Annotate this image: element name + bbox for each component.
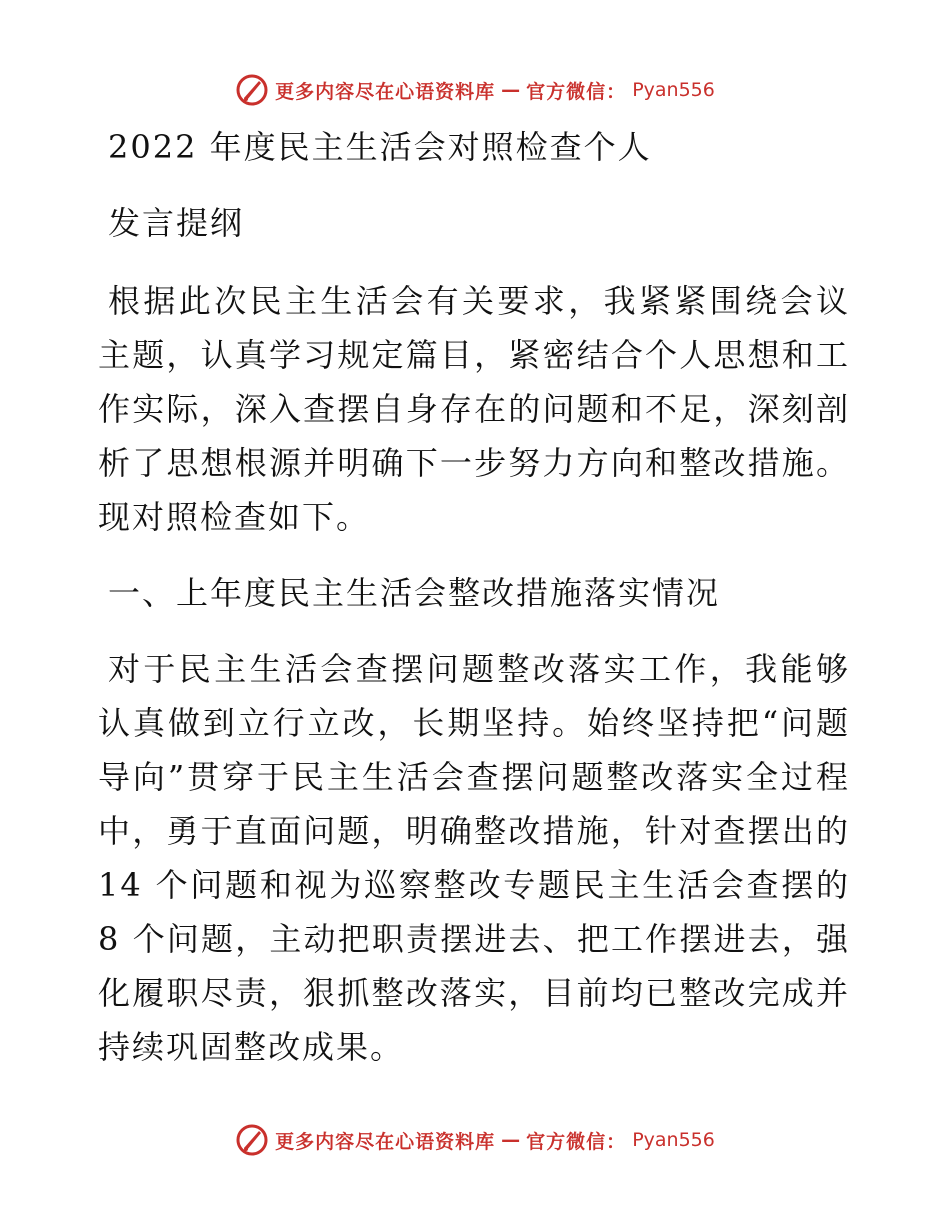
watermark-footer [0,1120,950,1160]
document-title-line1: 2022 年度民主生活会对照检查个人 [108,128,652,166]
watermark-text: 更多内容尽在心语资料库 [275,1130,496,1153]
watermark-label: 官方微信： [526,80,627,103]
section1-paragraph: 对于民主生活会查摆问题整改落实工作，我能够认真做到立行立改，长期坚持。始终坚持把“问题导向”贯穿于民主生活会查摆问题整改落实全过程中，勇于直面问题，明确整改措施，针对查摆出的14 个问题和视为巡察整改专题民主生活会查摆的 8 个问题，主动把职责摆进去、把工作摆进去，强化履职尽责，狠抓整改落实，目前均已整改完成并持续巩固整改成果。 [98,650,850,1066]
quill-circle-icon [235,1123,269,1157]
document-body [98,122,850,1096]
watermark-handle: Pyan556 [632,79,715,101]
document-title-line2: 发言提纲 [108,204,245,242]
watermark-label: 官方微信： [526,1130,627,1153]
quill-circle-icon [235,73,269,107]
watermark-header [0,70,950,110]
watermark-text: 更多内容尽在心语资料库 [275,80,496,103]
watermark-separator: — [501,79,521,101]
section1-heading: 一、上年度民主生活会整改措施落实情况 [108,574,721,612]
watermark-separator: — [501,1129,521,1151]
intro-paragraph: 根据此次民主生活会有关要求，我紧紧围绕会议主题，认真学习规定篇目，紧密结合个人思想和工作实际，深入查摆自身存在的问题和不足，深刻剖析了思想根源并明确下一步努力方向和整改措施。现对照检查如下。 [98,282,850,536]
watermark-handle: Pyan556 [632,1129,715,1151]
